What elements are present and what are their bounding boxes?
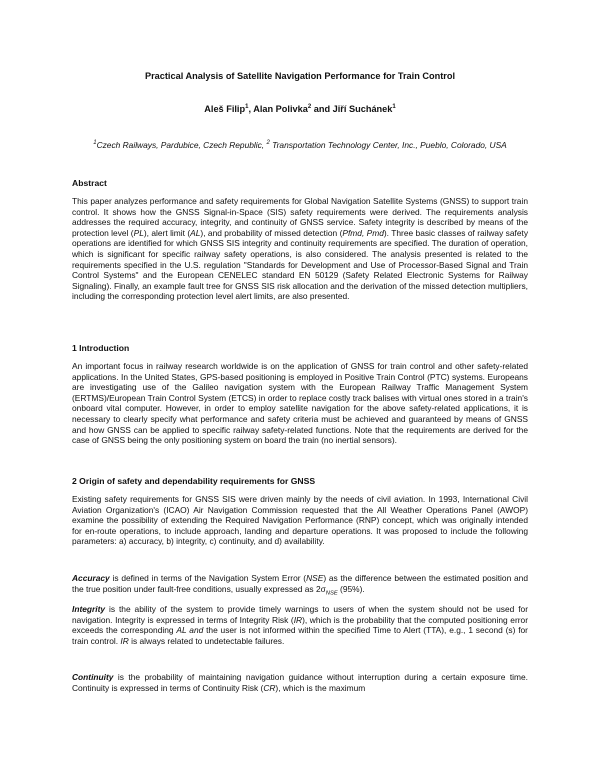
affiliation-text: Czech Railways, Pardubice, Czech Republic, xyxy=(96,140,267,150)
continuity-paragraph xyxy=(72,672,528,693)
accuracy-term-nse: NSE xyxy=(306,573,324,583)
abstract-text: ). Three basic classes of railway safety operations are identified for which GNSS SIS integrity and continuity requirements are specified. The duration of operation, which is significant for specific railway safety operations, is also considered. The analysis presented is related to the requirements specified in the U.S. regulation "Standards for Development and Use of Processor-Based Signal and Train Control Systems" and the European CENELEC standard EN 50129 (Safety Related Electronic Systems for Railway Signaling). Finally, an example fault tree for GNSS SIS risk allocation and the derivation of the missed detection multipliers, including the corresponding protection level alert limits, are also presented. xyxy=(72,227,529,302)
origin-paragraph: Existing safety requirements for GNSS SIS were driven mainly by the needs of civil aviation. In 1993, International Civil Aviation Organization's (ICAO) Air Navigation Commission requested that the All Weather Operations Panel (AWOP) examine the possibility of extending the Required Navigation Performance (RNP) concept, which was originally intended for en-route operations, to include approach, landing and departure operations. It was proposed to include the following parameters: a) accuracy, b) integrity, c) continuity, and d) availability. xyxy=(72,494,528,547)
integrity-paragraph xyxy=(72,604,528,646)
intro-paragraph: An important focus in railway research worldwide is on the application of GNSS for train control and other safety-related applications. In the United States, GPS-based positioning is employed in Positive Train Control (PTC) systems. Europeans are investigating use of the Galileo navigation system with the European Railway Traffic Management System (ERTMS)/European Train Control System (ETCS) in order to replace costly track balises with virtual ones stored in a train's onboard vital computer. However, in order to employ satellite navigation for the above safety-related applications, it is necessary to clearly specify what performance and safety criteria must be achieved and guaranteed by means of GNSS and how GNSS can be applied to specific railway safety-related functions. Note that the requirements are derived for the case of GNSS being the only positioning system on board the train (no inertial sensors). xyxy=(72,361,528,446)
section-1-heading: 1 Introduction xyxy=(72,343,130,353)
accuracy-subscript: NSE xyxy=(325,590,338,597)
author-name: Aleš Filip xyxy=(204,104,246,114)
author-name: Jiří Suchánek xyxy=(332,104,393,114)
integrity-text: ), which is the probability that the computed positioning error exceeds the corresponding xyxy=(72,614,528,636)
integrity-term-ir: IR xyxy=(293,614,303,625)
author-affiliation-mark: 2 xyxy=(307,103,312,110)
continuity-term-cr: CR xyxy=(263,682,276,693)
author-affiliation-mark: 1 xyxy=(392,103,396,110)
abstract-term-pmd: Pfmd, Pmd xyxy=(342,227,384,238)
accuracy-text: (95%). xyxy=(337,583,365,594)
abstract-heading: Abstract xyxy=(72,178,107,188)
abstract-term-al: AL xyxy=(190,227,201,238)
author-separator: , xyxy=(248,104,254,114)
continuity-text: is the probability of maintaining navigation guidance without interruption during a certain exposure time. Continuity is expressed in terms of Continuity Risk ( xyxy=(72,672,528,693)
accuracy-paragraph xyxy=(72,573,528,599)
author-name: Alan Polivka xyxy=(253,104,308,114)
paper-title: Practical Analysis of Satellite Navigation Performance for Train Control xyxy=(144,71,456,81)
affiliation-text: Transportation Technology Center, Inc., Pueblo, Colorado, USA xyxy=(269,140,507,150)
integrity-term: Integrity xyxy=(72,604,106,614)
integrity-text: is the ability of the system to provide timely warnings to users of when the system should not be used for navigation. Integrity is expressed in terms of Integrity Risk ( xyxy=(72,604,528,625)
abstract-text: This paper analyzes performance and safety requirements for Global Navigation Satellite Systems (GNSS) to support train control. It shows how the GNSS Signal-in-Space (SIS) safety requirements were derived. The requirements analysis addresses the required accuracy, integrity, and continuity of GNSS service. Safety integrity is described by means of the protection level ( xyxy=(72,196,528,238)
accuracy-text: is defined in terms of the Navigation System Error ( xyxy=(109,573,307,583)
integrity-term-ir: IR xyxy=(120,635,129,646)
integrity-text: is always related to undetectable failures. xyxy=(128,635,285,646)
affiliation-mark: 2 xyxy=(266,140,270,147)
author-separator: and xyxy=(311,104,333,114)
section-2-heading: 2 Origin of safety and dependability requirements for GNSS xyxy=(72,476,316,486)
author-list xyxy=(72,103,528,115)
author-affiliation-mark: 1 xyxy=(245,103,249,110)
continuity-text: ), which is the maximum xyxy=(275,682,366,693)
abstract-text: ), and probability of missed detection ( xyxy=(200,227,343,238)
accuracy-text: ) as the difference between the estimated position and the true position under fault-free conditions, usually expressed as 2σ xyxy=(72,573,528,594)
abstract-term-pl: PL xyxy=(133,227,144,238)
abstract-text: ), alert limit ( xyxy=(143,227,191,238)
integrity-text: the user is not informed within the specified Time to Alert (TTA), e.g., 1 second (s) for train control. xyxy=(72,625,528,646)
integrity-term-al: AL and xyxy=(176,625,204,636)
accuracy-term: Accuracy xyxy=(72,573,110,583)
continuity-term: Continuity xyxy=(72,672,114,682)
affiliation-mark: 1 xyxy=(93,140,97,147)
affiliations xyxy=(92,140,508,151)
abstract-paragraph xyxy=(72,196,528,302)
